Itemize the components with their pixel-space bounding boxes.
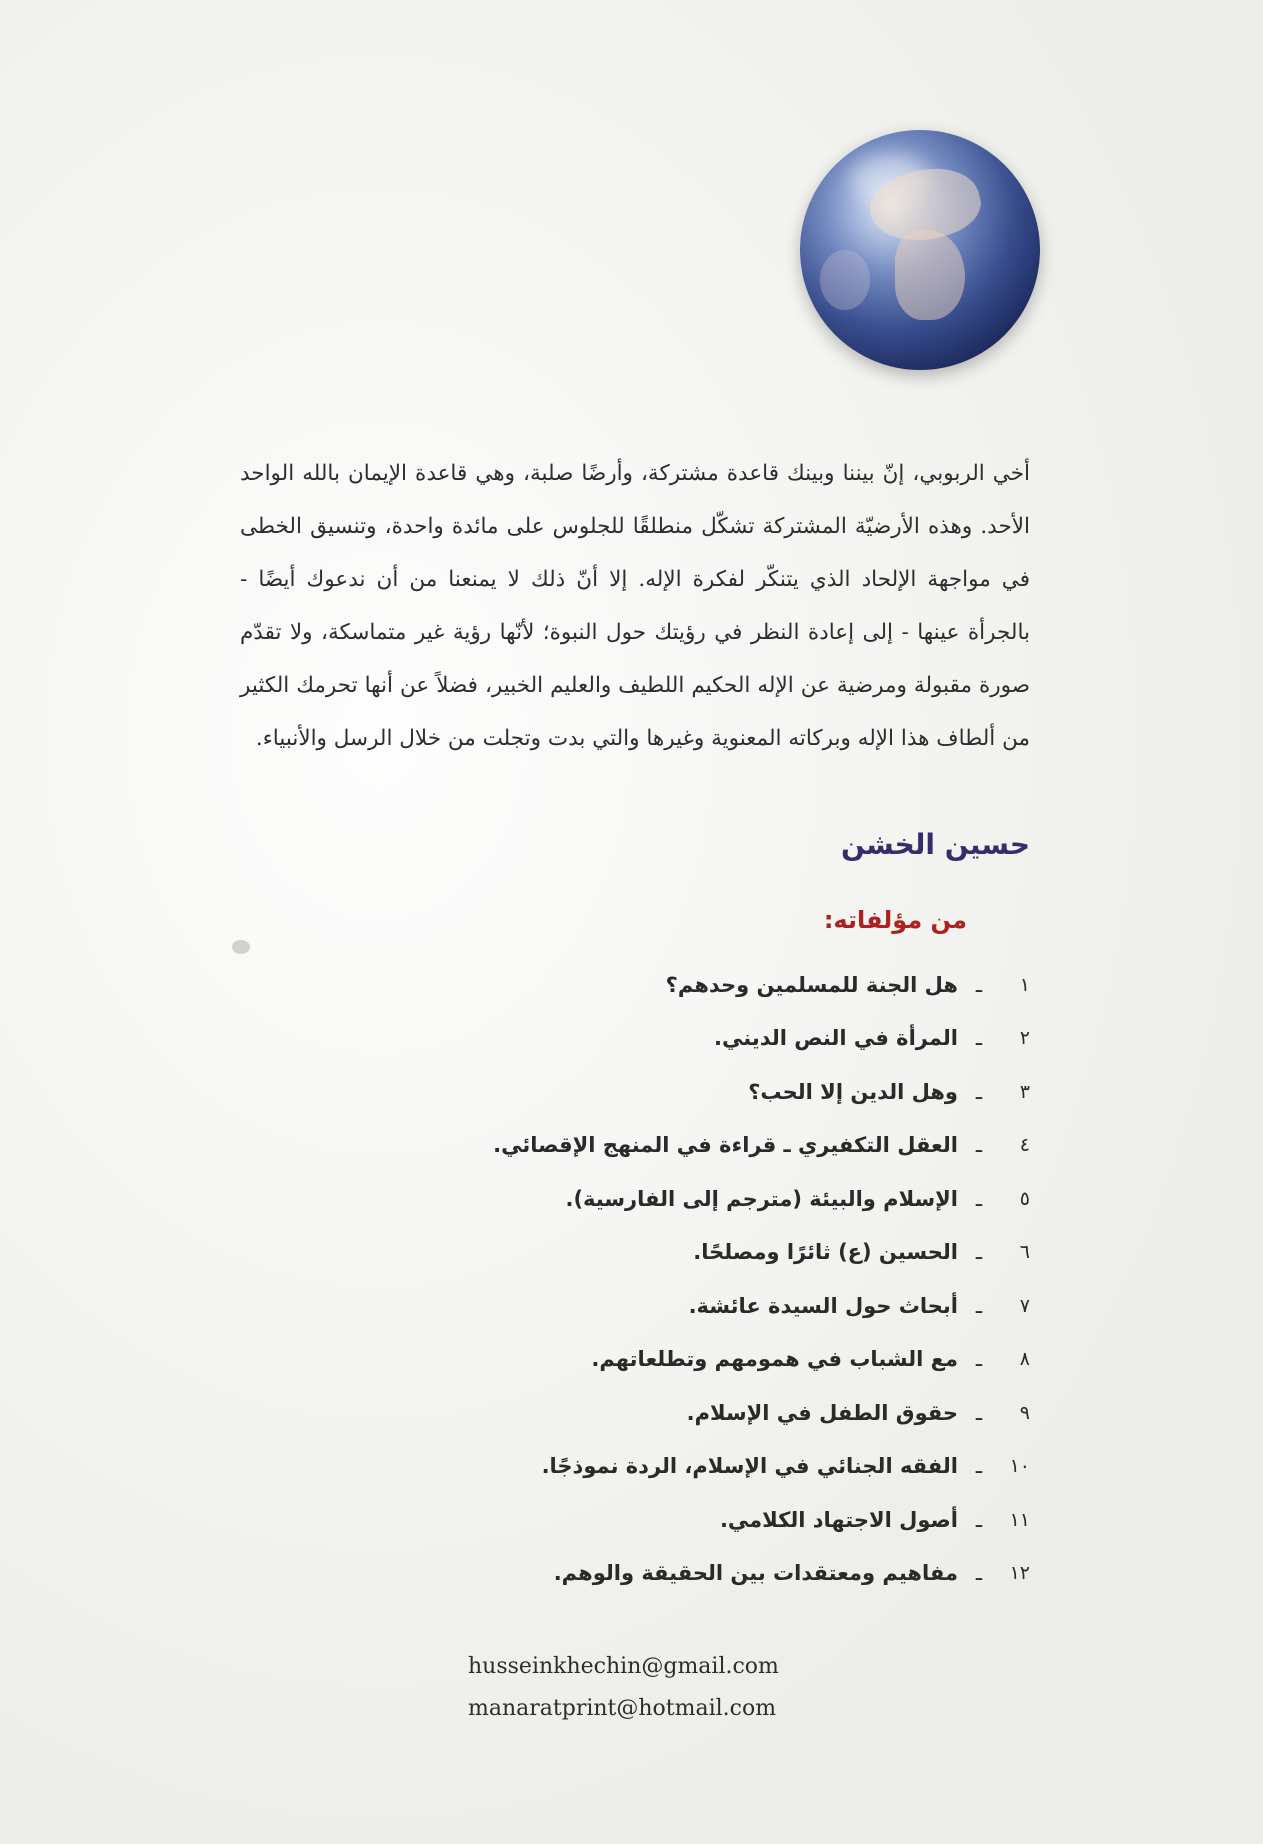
list-item: ١١ ـ أصول الاجتهاد الكلامي.: [719, 1507, 1030, 1532]
work-title: مفاهيم ومعتقدات بين الحقيقة والوهم.: [553, 1561, 958, 1586]
list-item: ٥ ـ الإسلام والبيئة (مترجم إلى الفارسية).: [565, 1186, 1030, 1211]
work-title: أصول الاجتهاد الكلامي.: [719, 1507, 958, 1532]
list-item: ٢ ـ المرأة في النص الديني.: [714, 1026, 1030, 1051]
paper-smudge: [232, 940, 250, 954]
list-item: ١ ـ هل الجنة للمسلمين وحدهم؟: [665, 972, 1030, 997]
work-title: حقوق الطفل في الإسلام.: [686, 1400, 958, 1425]
work-title: هل الجنة للمسلمين وحدهم؟: [665, 972, 958, 997]
work-title: أبحاث حول السيدة عائشة.: [688, 1293, 958, 1318]
work-title: العقل التكفيري ـ قراءة في المنهج الإقصائي.: [493, 1133, 958, 1158]
author-name: حسين الخشن: [840, 828, 1030, 861]
list-item: ٨ ـ مع الشباب في همومهم وتطلعاتهم.: [591, 1347, 1030, 1372]
work-title: المرأة في النص الديني.: [714, 1026, 958, 1051]
list-item: ١٠ ـ الفقه الجنائي في الإسلام، الردة نموذجًا.: [541, 1454, 1030, 1479]
contact-emails: [468, 1646, 779, 1730]
work-title: وهل الدين إلا الحب؟: [748, 1079, 958, 1104]
work-title: الإسلام والبيئة (مترجم إلى الفارسية).: [565, 1186, 958, 1211]
intro-paragraph: أخي الربوبي، إنّ بيننا وبينك قاعدة مشتركة، وأرضًا صلبة، وهي قاعدة الإيمان بالله الواحد الأحد. وهذه الأرضيّة المشتركة تشكّل منطلقًا للجلوس على مائدة واحدة، وتنسيق الخطى في مواجهة الإلحاد الذي يتنكّر لفكرة الإله. إلا أنّ ذلك لا يمنعنا من أن ندعوك أيضًا - بالجرأة عينها - إلى إعادة النظر في رؤيتك حول النبوة؛ لأنّها رؤية غير متماسكة، ولا تقدّم صورة مقبولة ومرضية عن الإله الحكيم اللطيف والعليم الخبير، فضلاً عن أنها تحرمك الكثير من ألطاف هذا الإله وبركاته المعنوية وغيرها والتي بدت وتجلت من خلال الرسل والأنبياء.: [240, 460, 1030, 751]
work-title: مع الشباب في همومهم وتطلعاتهم.: [591, 1347, 958, 1372]
work-title: الفقه الجنائي في الإسلام، الردة نموذجًا.: [541, 1454, 958, 1479]
author-email[interactable]: husseinkhechin@gmail.com: [468, 1654, 779, 1679]
list-item: ٤ ـ العقل التكفيري ـ قراءة في المنهج الإقصائي.: [493, 1133, 1030, 1158]
list-item: ٣ ـ وهل الدين إلا الحب؟: [748, 1079, 1030, 1104]
works-list: [230, 958, 1030, 1600]
list-item: ٧ ـ أبحاث حول السيدة عائشة.: [688, 1293, 1030, 1318]
list-item: ١٢ ـ مفاهيم ومعتقدات بين الحقيقة والوهم.: [553, 1561, 1030, 1586]
works-heading: من مؤلفاته:: [823, 906, 967, 934]
publisher-email[interactable]: manaratprint@hotmail.com: [468, 1696, 777, 1721]
globe-image: [800, 130, 1040, 370]
list-item: ٦ ـ الحسين (ع) ثائرًا ومصلحًا.: [693, 1240, 1030, 1265]
list-item: ٩ ـ حقوق الطفل في الإسلام.: [686, 1400, 1030, 1425]
work-title: الحسين (ع) ثائرًا ومصلحًا.: [693, 1240, 958, 1265]
